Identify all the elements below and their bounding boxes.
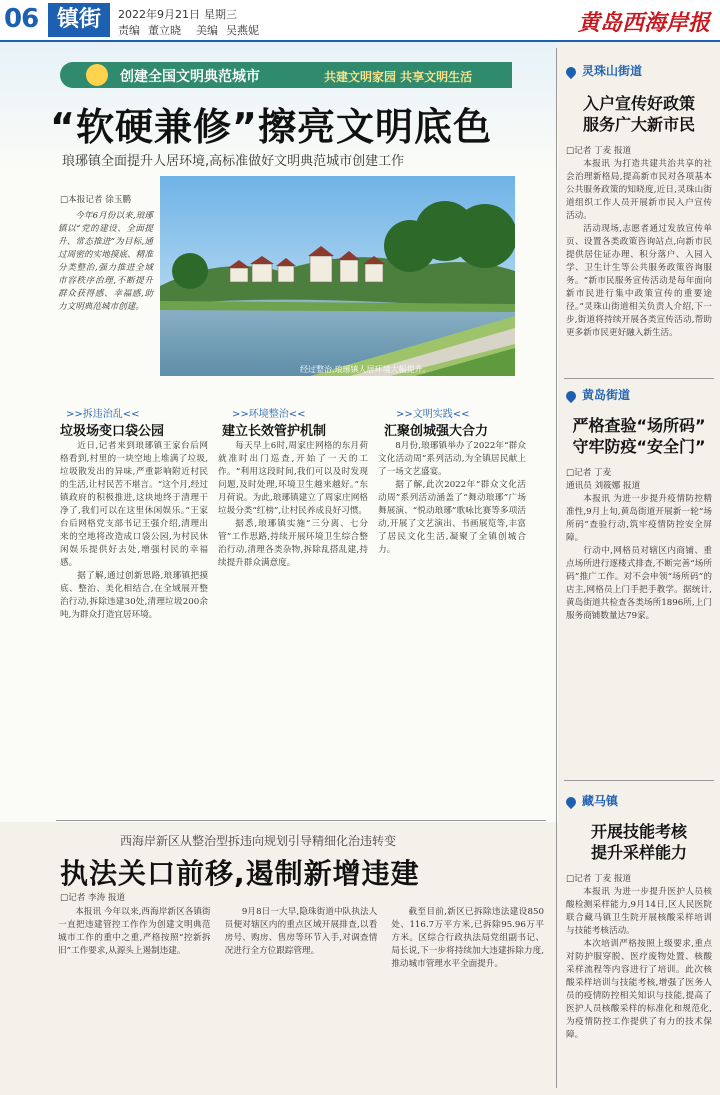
story-body — [566, 158, 712, 340]
lead-intro-text: 今年6月份以来,琅琊镇以“党的建设、全面提升、常态推进”为目标,通过周密的实地摸底、精准分类整治,强力推进全域市容秩序治理,不断提升群众获得感、幸福感,助力文明典范城市创建。 — [58, 211, 153, 312]
col2-paragraph: 据悉,琅琊镇实施“三分离、七分管”工作思路,持续开展环境卫生综合整治行动,清理各类杂物,拆除乱搭乱建,持续提升群众满意度。 — [218, 519, 368, 568]
story-byline: □记者 丁麦 报道 — [566, 146, 632, 156]
col1-paragraph: 近日,记者来到琅琊镇王家台后网格看到,村里的一块空地上堆满了垃圾,垃圾散发出的异味,严重影响附近村民的生活,让村民苦不堪言。“这个月,经过镇政府的积极推进,这块地终于清理干净了,我们可以在这里休闲娱乐。”王家台后网格党支部书记王强介绍,清理出来的空地将改造成口袋公园,为村民休闲娱乐提供好去处,增强村民的幸福感。 — [60, 441, 208, 568]
col2-body — [218, 440, 368, 570]
right-divider — [564, 780, 714, 781]
col3-paragraph: 8月份,琅琊镇举办了2022年“群众文化活动周”系列活动,为全镇居民献上了一场文艺盛宴。 — [378, 441, 526, 477]
story-byline: □记者 丁麦 报道 — [566, 874, 632, 884]
col1-body — [60, 440, 208, 622]
issue-weekday: 星期三 — [204, 8, 237, 21]
story-paragraph: 行动中,网格员对辖区内商铺、重点场所进行逐楼式排查,不断完善“场所码”推广工作。对不会申领“场所码”的店主,网格员上门手把手教学。据统计,黄岛街道共检查各类场所1896所,上门服务商铺数量达79家。 — [566, 546, 712, 621]
section-label: 镇街 — [48, 3, 110, 37]
story-paragraph: 活动现场,志愿者通过发放宣传单页、设置各类政策咨询站点,向新市民提供居住证办理、积分落户、入园入学、卫生计生等公共服务政策咨询服务。“新市民服务宣传活动是每年面向新市民进行集中政策宣传的重要途径。”灵珠山街道相关负责人介绍,下一步,街道将持续开展各类宣传活动,帮助更多新市民更好融入新生活。 — [566, 224, 712, 338]
story-location — [566, 386, 712, 403]
story-paragraph: 本报讯 为进一步提升医护人员核酸检测采样能力,9月14日,区人民医院联合藏马镇卫生院开展核酸采样培训与技能考核活动。 — [566, 887, 712, 936]
bottom-paragraph: 9月8日一大早,隐珠街道中队执法人员便对辖区内的重点区域开展排查,以看房号、购房、售房等环节入手,对调查情况进行全方位跟踪管理。 — [224, 907, 378, 956]
design-label: 美编 — [196, 24, 218, 37]
col3-kicker: >>文明实践<< — [396, 409, 470, 420]
story-body — [566, 493, 712, 623]
right-story-zangma — [566, 792, 712, 1042]
story-paragraph: 本报讯 为进一步提升疫情防控精准性,9月上旬,黄岛街道开展新一轮“场所码”查验行动,筑牢疫情防控安全屏障。 — [566, 494, 712, 543]
page-number: 06 — [4, 4, 39, 34]
location-name: 黄岛街道 — [582, 388, 631, 402]
banner-title: 创建全国文明典范城市 — [120, 69, 260, 85]
story-headline: 开展技能考核 提升采样能力 — [590, 822, 687, 862]
photo-caption: 经过整治,琅琊镇人居环境大幅提升。 — [300, 365, 431, 374]
col2-kicker: >>环境整治<< — [232, 409, 306, 420]
section-divider — [56, 820, 546, 821]
location-name: 灵珠山街道 — [582, 64, 643, 78]
lead-byline: □本报记者 徐玉鹏 — [60, 195, 132, 205]
bottom-paragraph: 截至目前,新区已拆除违法建设850处、116.7万平方米,已拆除95.96万平方米。区综合行政执法局党组副书记、局长说,下一步将持续加大违建拆除力度,推动城市管理水平全面提升。 — [391, 907, 544, 969]
bottom-paragraph: 本报讯 今年以来,西海岸新区各镇街一直把违建管控工作作为创建文明典范城市工作的重中之重,严格按照“控新拆旧”工作要求,从源头上遏制违建。 — [58, 907, 211, 956]
bottom-byline: □记者 李涛 报道 — [60, 893, 126, 903]
bottom-kicker: 西海岸新区从整治型拆违向规划引导精细化治违转变 — [120, 834, 397, 848]
editor-label: 责编 — [118, 24, 140, 37]
col3-body — [378, 440, 526, 557]
story-headline: 严格查验“场所码” 守牢防疫“安全门” — [572, 416, 706, 456]
bottom-body — [58, 906, 544, 1086]
story-paragraph: 本次培训严格按照上级要求,重点对防护服穿脱、医疗废物处置、核酸采样流程等内容进行了培训。此次核酸采样培训与技能考核,增强了医务人员的疫情防控相关知识与技能,提高了医护人员核酸采样的标准化和规范化,为疫情防控工作提供了有力的技术保障。 — [566, 939, 712, 1040]
editor-name: 董立晓 — [148, 24, 181, 37]
story-headline: 入户宣传好政策 服务广大新市民 — [582, 94, 695, 134]
banner-slogan: 共建文明家园 共享文明生活 — [324, 70, 473, 84]
col1-paragraph: 据了解,通过创新思路,琅琊镇把摸底、整治、美化相结合,在全域展开整治行动,拆除违建30处,清理垃圾200余吨,为群众打造宜居环境。 — [60, 571, 208, 620]
col1-title: 垃圾场变口袋公园 — [60, 424, 165, 439]
location-pin-icon — [564, 794, 578, 808]
col2-paragraph: 每天早上6时,周家庄网格的东月荷就准时出门巡查,开始了一天的工作。“利用这段时间,我们可以及时发现问题,及时处理,环境卫生越来越好。”东月荷说。为此,琅琊镇建立了周家庄网格垃圾分类“红榜”,让村民养成良好习惯。 — [218, 441, 368, 516]
bottom-headline: 执法关口前移,遏制新增违建 — [60, 857, 420, 890]
right-story-lingzhushan — [566, 62, 712, 340]
right-divider — [564, 378, 714, 379]
lead-photo — [160, 176, 515, 376]
story-body — [566, 886, 712, 1042]
banner-logo-icon — [86, 64, 108, 86]
col3-paragraph: 据了解,此次2022年“群众文化活动周”系列活动涵盖了“舞动琅琊”广场舞展演、“悦动琅琊”歌咏比赛等多项活动,开展了文艺演出、书画展览等,丰富了居民文化生活,凝聚了全镇创城合力。 — [378, 480, 526, 555]
story-byline: □记者 丁麦 通讯员 刘筱娜 报道 — [566, 468, 641, 491]
page-header — [0, 0, 720, 42]
story-location — [566, 62, 712, 79]
location-name: 藏马镇 — [582, 794, 619, 808]
story-location — [566, 792, 712, 809]
column-divider — [556, 48, 557, 1088]
lead-intro — [58, 210, 153, 314]
lead-subheadline: 琅琊镇全面提升人居环境,高标准做好文明典范城市创建工作 — [62, 154, 405, 169]
issue-date: 2022年9月21日 — [118, 8, 200, 21]
col3-title: 汇聚创城强大合力 — [384, 424, 489, 439]
col2-title: 建立长效管护机制 — [222, 424, 327, 439]
lead-headline: “软硬兼修”擦亮文明底色 — [50, 105, 492, 149]
riverside-photo-illustration — [160, 176, 515, 376]
newspaper-masthead: 黄岛西海岸报 — [577, 10, 710, 36]
col1-kicker: >>拆违治乱<< — [66, 409, 140, 420]
right-story-huangdao — [566, 386, 712, 623]
location-pin-icon — [564, 64, 578, 78]
designer-name: 吴燕妮 — [226, 24, 259, 37]
story-paragraph: 本报讯 为打造共建共治共享的社会治理新格局,提高新市民对各项基本公共服务政策的知晓度,近日,灵珠山街道组织工作人员开展新市民入户宣传活动。 — [566, 159, 712, 221]
location-pin-icon — [564, 388, 578, 402]
